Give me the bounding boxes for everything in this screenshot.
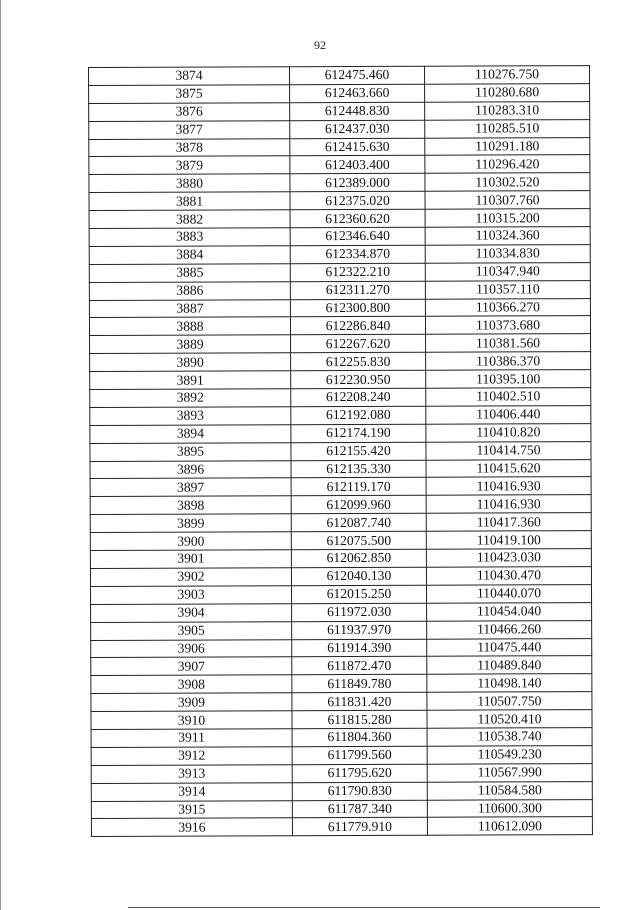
- bottom-border-line: [128, 907, 600, 908]
- table-row: [91, 638, 592, 658]
- page-number: 92: [314, 38, 326, 52]
- point-number-cell: 3915: [91, 800, 292, 819]
- y-coordinate-cell: 110454.040: [427, 602, 592, 621]
- x-coordinate-cell: 612062.850: [291, 549, 426, 567]
- y-coordinate-cell: 110324.360: [425, 227, 590, 246]
- table-row: [90, 441, 591, 461]
- x-coordinate-cell: 611779.910: [292, 818, 427, 836]
- y-coordinate-cell: 110567.990: [427, 763, 592, 782]
- x-coordinate-cell: 612448.830: [290, 102, 425, 120]
- table-row: [90, 513, 591, 533]
- y-coordinate-cell: 110315.200: [425, 209, 590, 228]
- y-coordinate-cell: 110285.510: [425, 119, 590, 138]
- point-number-cell: 3884: [89, 246, 290, 265]
- y-coordinate-cell: 110410.820: [426, 423, 591, 442]
- x-coordinate-cell: 612135.330: [291, 460, 426, 478]
- table-row: [90, 459, 591, 479]
- table-row: [90, 495, 591, 515]
- x-coordinate-cell: 611937.970: [292, 621, 427, 639]
- x-coordinate-cell: 612437.030: [290, 120, 425, 138]
- x-coordinate-cell: 612174.190: [291, 424, 426, 442]
- x-coordinate-cell: 612040.130: [291, 567, 426, 585]
- point-number-cell: 3888: [89, 317, 290, 336]
- x-coordinate-cell: 612087.740: [291, 513, 426, 531]
- x-coordinate-cell: 612375.020: [290, 191, 425, 209]
- table-row: [90, 584, 591, 604]
- y-coordinate-cell: 110430.470: [426, 567, 591, 586]
- y-coordinate-cell: 110307.760: [425, 191, 590, 210]
- point-number-cell: 3887: [89, 299, 290, 318]
- y-coordinate-cell: 110417.360: [426, 513, 591, 532]
- point-number-cell: 3890: [90, 353, 291, 372]
- y-coordinate-cell: 110416.930: [426, 495, 591, 514]
- y-coordinate-cell: 110600.300: [427, 799, 592, 818]
- point-number-cell: 3907: [91, 657, 292, 676]
- table-row: [89, 209, 590, 229]
- table-row: [89, 298, 590, 318]
- y-coordinate-cell: 110520.410: [427, 710, 592, 729]
- y-coordinate-cell: 110406.440: [426, 405, 591, 424]
- point-number-cell: 3886: [89, 281, 290, 300]
- x-coordinate-cell: 612119.170: [291, 478, 426, 496]
- table-row: [91, 710, 592, 730]
- point-number-cell: 3909: [91, 693, 292, 712]
- table-row: [90, 352, 591, 372]
- x-coordinate-cell: 611972.030: [292, 603, 427, 621]
- point-number-cell: 3880: [89, 174, 290, 193]
- table-row: [89, 173, 590, 193]
- y-coordinate-cell: 110415.620: [426, 459, 591, 478]
- point-number-cell: 3889: [90, 335, 291, 354]
- point-number-cell: 3877: [89, 120, 290, 139]
- x-coordinate-cell: 612075.500: [291, 531, 426, 549]
- point-number-cell: 3898: [90, 496, 291, 515]
- point-number-cell: 3894: [90, 425, 291, 444]
- point-number-cell: 3897: [90, 478, 291, 497]
- x-coordinate-cell: 612155.420: [291, 442, 426, 460]
- point-number-cell: 3893: [90, 407, 291, 426]
- table-row: [89, 244, 590, 264]
- y-coordinate-cell: 110549.230: [427, 745, 592, 764]
- point-number-cell: 3881: [89, 192, 290, 211]
- x-coordinate-cell: 611790.830: [292, 782, 427, 800]
- point-number-cell: 3895: [90, 442, 291, 461]
- y-coordinate-cell: 110423.030: [426, 549, 591, 568]
- y-coordinate-cell: 110280.680: [425, 83, 590, 102]
- table-row: [91, 728, 592, 748]
- table-row: [89, 66, 590, 86]
- point-number-cell: 3883: [89, 228, 290, 247]
- y-coordinate-cell: 110395.100: [426, 370, 591, 389]
- coordinates-table-container: [88, 65, 593, 837]
- table-row: [91, 763, 592, 783]
- point-number-cell: 3908: [91, 675, 292, 694]
- point-number-cell: 3874: [89, 67, 290, 86]
- y-coordinate-cell: 110296.420: [425, 155, 590, 174]
- table-row: [91, 656, 592, 676]
- y-coordinate-cell: 110283.310: [425, 101, 590, 120]
- x-coordinate-cell: 612311.270: [290, 281, 425, 299]
- coordinates-table: [88, 65, 593, 837]
- point-number-cell: 3916: [91, 818, 292, 837]
- table-row: [91, 674, 592, 694]
- table-row: [91, 781, 592, 801]
- table-row: [90, 567, 591, 587]
- point-number-cell: 3902: [90, 568, 291, 587]
- x-coordinate-cell: 612230.950: [291, 370, 426, 388]
- table-row: [89, 316, 590, 336]
- x-coordinate-cell: 612334.870: [290, 245, 425, 263]
- y-coordinate-cell: 110584.580: [427, 781, 592, 800]
- x-coordinate-cell: 612267.620: [291, 335, 426, 353]
- point-number-cell: 3882: [89, 210, 290, 229]
- x-coordinate-cell: 612192.080: [291, 406, 426, 424]
- table-row: [89, 101, 590, 121]
- y-coordinate-cell: 110466.260: [427, 620, 592, 639]
- x-coordinate-cell: 612389.000: [290, 174, 425, 192]
- table-row: [89, 155, 590, 175]
- point-number-cell: 3899: [90, 514, 291, 533]
- x-coordinate-cell: 611787.340: [292, 800, 427, 818]
- table-row: [90, 388, 591, 408]
- point-number-cell: 3876: [89, 103, 290, 122]
- y-coordinate-cell: 110416.930: [426, 477, 591, 496]
- y-coordinate-cell: 110386.370: [426, 352, 591, 371]
- y-coordinate-cell: 110498.140: [427, 674, 592, 693]
- coordinates-table-body: [89, 66, 593, 837]
- x-coordinate-cell: 611799.560: [292, 746, 427, 764]
- point-number-cell: 3892: [90, 389, 291, 408]
- y-coordinate-cell: 110489.840: [427, 656, 592, 675]
- table-row: [90, 531, 591, 551]
- y-coordinate-cell: 110419.100: [426, 531, 591, 550]
- table-row: [89, 119, 590, 139]
- y-coordinate-cell: 110414.750: [426, 441, 591, 460]
- y-coordinate-cell: 110507.750: [427, 692, 592, 711]
- point-number-cell: 3900: [90, 532, 291, 551]
- point-number-cell: 3875: [89, 85, 290, 104]
- y-coordinate-cell: 110366.270: [425, 298, 590, 317]
- point-number-cell: 3906: [91, 639, 292, 658]
- point-number-cell: 3901: [90, 550, 291, 569]
- y-coordinate-cell: 110334.830: [425, 244, 590, 263]
- y-coordinate-cell: 110538.740: [427, 728, 592, 747]
- y-coordinate-cell: 110373.680: [425, 316, 590, 335]
- table-row: [90, 370, 591, 390]
- table-row: [91, 692, 592, 712]
- y-coordinate-cell: 110381.560: [426, 334, 591, 353]
- point-number-cell: 3885: [89, 264, 290, 283]
- table-row: [89, 262, 590, 282]
- table-row: [91, 817, 592, 837]
- y-coordinate-cell: 110440.070: [426, 584, 591, 603]
- x-coordinate-cell: 611872.470: [292, 657, 427, 675]
- point-number-cell: 3896: [90, 460, 291, 479]
- x-coordinate-cell: 611804.360: [292, 728, 427, 746]
- x-coordinate-cell: 611849.780: [292, 674, 427, 692]
- x-coordinate-cell: 611795.620: [292, 764, 427, 782]
- y-coordinate-cell: 110291.180: [425, 137, 590, 156]
- point-number-cell: 3878: [89, 138, 290, 157]
- x-coordinate-cell: 612208.240: [291, 388, 426, 406]
- point-number-cell: 3905: [91, 621, 292, 640]
- table-row: [91, 799, 592, 819]
- y-coordinate-cell: 110357.110: [425, 280, 590, 299]
- x-coordinate-cell: 611815.280: [292, 710, 427, 728]
- table-row: [90, 423, 591, 443]
- table-row: [90, 549, 591, 569]
- y-coordinate-cell: 110302.520: [425, 173, 590, 192]
- x-coordinate-cell: 612475.460: [290, 66, 425, 84]
- x-coordinate-cell: 611914.390: [292, 639, 427, 657]
- y-coordinate-cell: 110402.510: [426, 388, 591, 407]
- point-number-cell: 3911: [91, 729, 292, 748]
- point-number-cell: 3912: [91, 747, 292, 766]
- point-number-cell: 3910: [91, 711, 292, 730]
- y-coordinate-cell: 110276.750: [424, 66, 589, 85]
- table-row: [89, 191, 590, 211]
- table-row: [91, 620, 592, 640]
- point-number-cell: 3891: [90, 371, 291, 390]
- scan-edge-line: [0, 0, 1, 910]
- point-number-cell: 3914: [91, 782, 292, 801]
- point-number-cell: 3904: [91, 603, 292, 622]
- table-row: [89, 280, 590, 300]
- x-coordinate-cell: 612360.620: [290, 209, 425, 227]
- y-coordinate-cell: 110612.090: [427, 817, 592, 836]
- table-row: [89, 137, 590, 157]
- x-coordinate-cell: 612099.960: [291, 496, 426, 514]
- point-number-cell: 3903: [90, 586, 291, 605]
- table-row: [90, 405, 591, 425]
- table-row: [90, 334, 591, 354]
- y-coordinate-cell: 110347.940: [425, 262, 590, 281]
- x-coordinate-cell: 612255.830: [291, 352, 426, 370]
- x-coordinate-cell: 612463.660: [290, 84, 425, 102]
- table-row: [91, 602, 592, 622]
- x-coordinate-cell: 612300.800: [290, 299, 425, 317]
- point-number-cell: 3913: [91, 764, 292, 783]
- y-coordinate-cell: 110475.440: [427, 638, 592, 657]
- x-coordinate-cell: 612346.640: [290, 227, 425, 245]
- point-number-cell: 3879: [89, 156, 290, 175]
- x-coordinate-cell: 612415.630: [290, 138, 425, 156]
- x-coordinate-cell: 612015.250: [291, 585, 426, 603]
- x-coordinate-cell: 612403.400: [290, 156, 425, 174]
- x-coordinate-cell: 612322.210: [290, 263, 425, 281]
- table-row: [89, 227, 590, 247]
- x-coordinate-cell: 611831.420: [292, 692, 427, 710]
- table-row: [90, 477, 591, 497]
- table-row: [91, 745, 592, 765]
- table-row: [89, 83, 590, 103]
- x-coordinate-cell: 612286.840: [290, 317, 425, 335]
